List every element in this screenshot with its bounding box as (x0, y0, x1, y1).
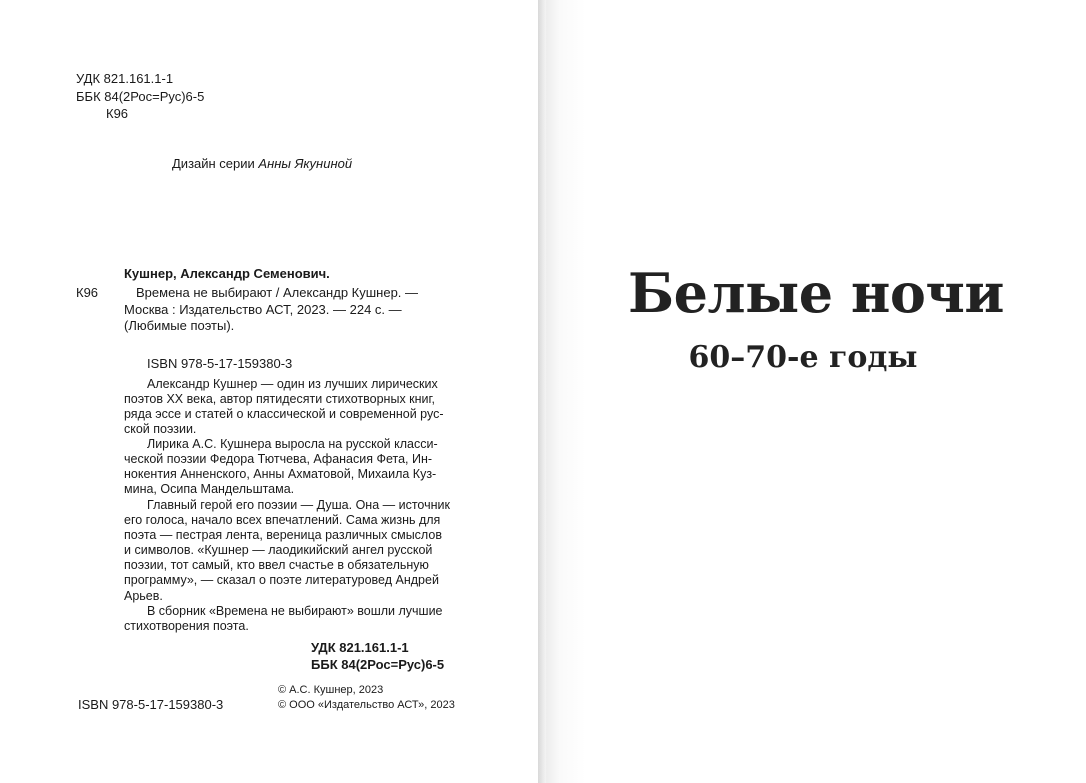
biblio-line-3: (Любимые поэты). (124, 318, 235, 333)
section-subtitle: 60–70-е годы (688, 340, 918, 375)
author-mark: К96 (76, 285, 99, 300)
annotation-line: и символов. «Кушнер — лаодикийский ангел русской (124, 543, 433, 558)
annotation-line: программу», — сказал о поэте литературовед Андрей (124, 573, 439, 588)
annotation-paragraph-1 (124, 377, 473, 437)
biblio-line-2: Москва : Издательство АСТ, 2023. — 224 с. — (124, 302, 402, 317)
udk-code-bottom: УДК 821.161.1-1 (311, 640, 409, 655)
annotation-paragraph-4 (124, 604, 473, 634)
annotation-paragraph-2 (124, 437, 473, 497)
series-design-prefix: Дизайн серии (172, 156, 259, 171)
author-heading: Кушнер, Александр Семенович. (124, 266, 330, 281)
annotation-line: Арьев. (124, 588, 163, 603)
biblio-line-1: Времена не выбирают / Александр Кушнер. — (136, 285, 419, 300)
book-gutter (538, 0, 546, 783)
series-design-credit (172, 156, 352, 171)
right-page (546, 0, 1086, 783)
annotation-line: ской поэзии. (124, 422, 197, 437)
bbk-code-bottom: ББК 84(2Рос=Рус)6-5 (311, 657, 445, 672)
annotation-line: поэзии, тот самый, кто ввел счастье в обязательную (124, 558, 429, 573)
annotation-line: поэтов XX века, автор пятидесяти стихотворных книг, (124, 392, 436, 407)
series-designer-name: Анны Якуниной (258, 156, 353, 171)
annotation-line: В сборник «Времена не выбирают» вошли лучшие (147, 604, 443, 618)
annotation-line: ряда эссе и статей о классической и современной рус- (124, 407, 444, 422)
annotation-line: Главный герой его поэзии — Душа. Она — источник (147, 498, 450, 512)
section-title: Белые ночи (628, 261, 1004, 325)
annotation-line: его голоса, начало всех впечатлений. Сама жизнь для (124, 513, 441, 528)
bbk-code-top: ББК 84(2Рос=Рус)6-5 (76, 89, 205, 104)
copyright-publisher: © ООО «Издательство АСТ», 2023 (278, 699, 455, 711)
author-mark-top: К96 (106, 106, 129, 121)
annotation-line: стихотворения поэта. (124, 619, 249, 634)
annotation-line: Александр Кушнер — один из лучших лирических (147, 377, 438, 391)
annotation-line: поэта — пестрая лента, вереница различных смыслов (124, 528, 442, 543)
copyright-author: © А.С. Кушнер, 2023 (278, 684, 384, 696)
udk-code-top: УДК 821.161.1-1 (76, 71, 174, 86)
annotation-line: ческой поэзии Федора Тютчева, Афанасия Фета, Ин- (124, 452, 433, 467)
annotation-line: нокентия Анненского, Анны Ахматовой, Михаила Куз- (124, 467, 437, 482)
annotation-line: Лирика А.С. Кушнера выросла на русской класси- (147, 437, 438, 451)
annotation-line: мина, Осипа Мандельштама. (124, 482, 295, 497)
isbn-bottom: ISBN 978-5-17-159380-3 (78, 697, 224, 712)
isbn-inline: ISBN 978-5-17-159380-3 (147, 356, 293, 371)
annotation-paragraph-3 (124, 498, 473, 604)
left-page (0, 0, 538, 783)
